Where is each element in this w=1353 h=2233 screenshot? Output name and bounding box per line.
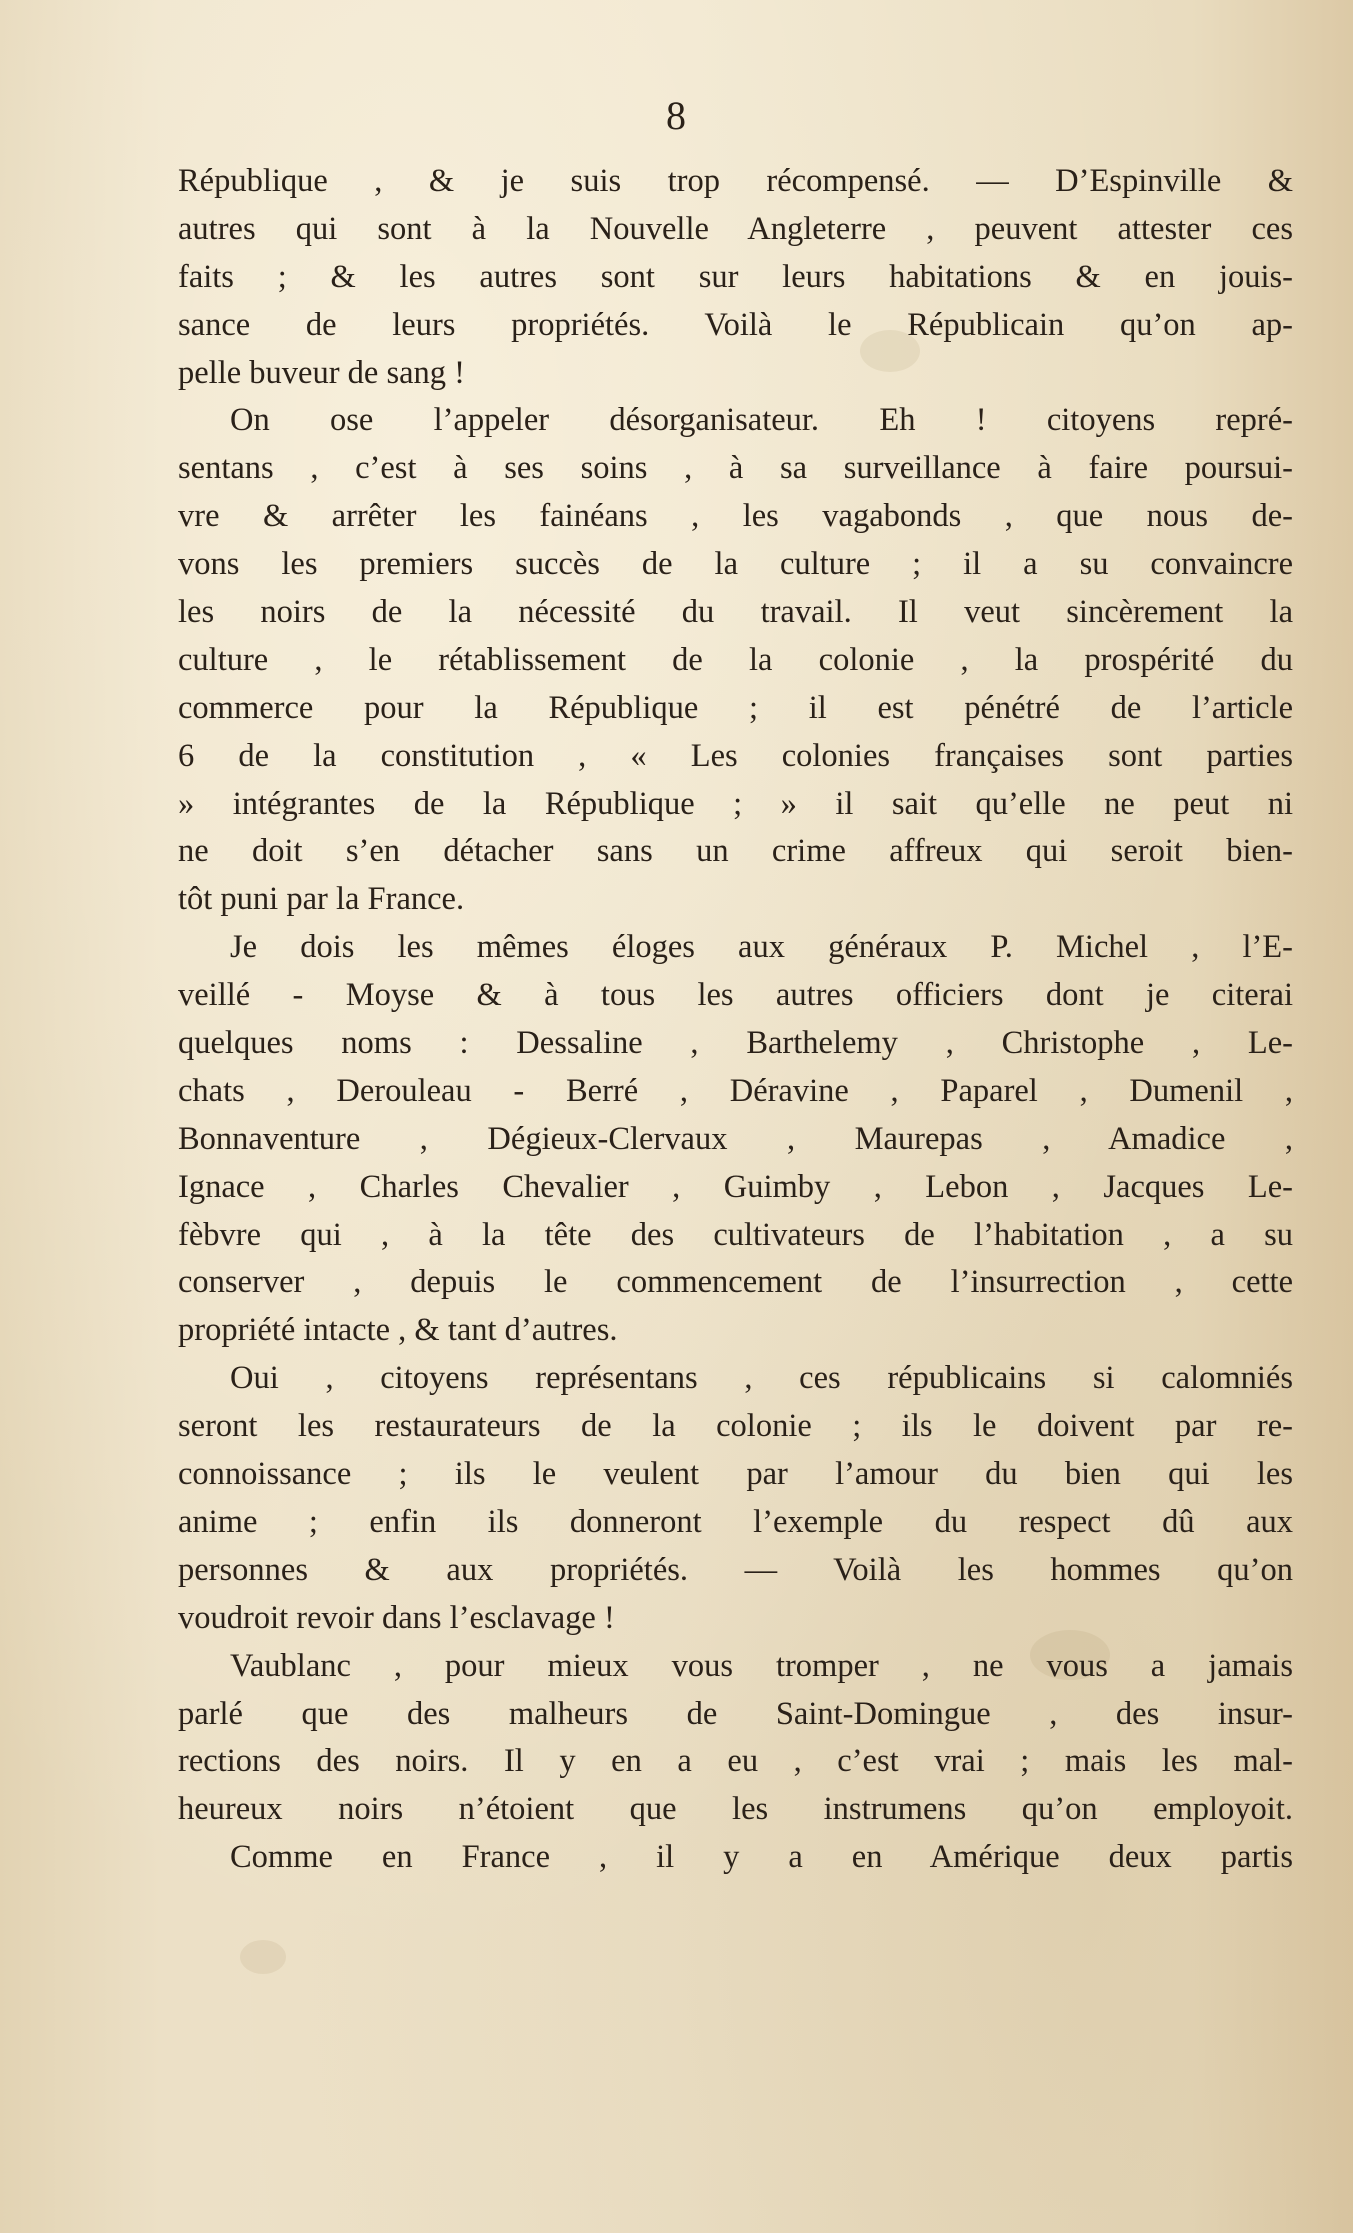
text-line: Ignace , Charles Chevalier , Guimby , Lebon , Jacques Le- bbox=[178, 1168, 1293, 1205]
text-line: connoissance ; ils le veulent par l’amour du bien qui les bbox=[178, 1456, 1293, 1493]
text-line: Oui , citoyens représentans , ces républicains si calomniés bbox=[230, 1360, 1293, 1397]
text-line: anime ; enfin ils donneront l’exemple du respect dû aux bbox=[178, 1503, 1293, 1540]
text-line: personnes & aux propriétés. — Voilà les hommes qu’on bbox=[178, 1551, 1293, 1588]
text-line: veillé - Moyse & à tous les autres officiers dont je citerai bbox=[178, 977, 1293, 1014]
text-line: parlé que des malheurs de Saint-Domingue , des insur- bbox=[178, 1695, 1293, 1732]
body-text bbox=[178, 158, 1293, 1882]
text-line: culture , le rétablissement de la colonie , la prospérité du bbox=[178, 641, 1293, 678]
text-line: Bonnaventure , Dégieux-Clervaux , Maurepas , Amadice , bbox=[178, 1120, 1293, 1157]
text-line: Je dois les mêmes éloges aux généraux P. Michel , l’E- bbox=[230, 929, 1293, 966]
text-line: voudroit revoir dans l’esclavage ! bbox=[178, 1599, 615, 1636]
text-line: vons les premiers succès de la culture ; il a su convaincre bbox=[178, 546, 1293, 583]
text-line: commerce pour la République ; il est pénétré de l’article bbox=[178, 689, 1293, 726]
text-line: sentans , c’est à ses soins , à sa surveillance à faire poursui- bbox=[178, 450, 1293, 487]
text-line: propriété intacte , & tant d’autres. bbox=[178, 1312, 618, 1349]
text-line: seront les restaurateurs de la colonie ; ils le doivent par re- bbox=[178, 1408, 1293, 1445]
text-line: les noirs de la nécessité du travail. Il veut sincèrement la bbox=[178, 594, 1293, 631]
text-line: chats , Derouleau - Berré , Déravine , Paparel , Dumenil , bbox=[178, 1072, 1293, 1109]
text-line: ne doit s’en détacher sans un crime affreux qui seroit bien- bbox=[178, 833, 1293, 870]
text-line: vre & arrêter les fainéans , les vagabonds , que nous de- bbox=[178, 498, 1293, 535]
text-line: conserver , depuis le commencement de l’insurrection , cette bbox=[178, 1264, 1293, 1301]
text-line: rections des noirs. Il y en a eu , c’est vrai ; mais les mal- bbox=[178, 1743, 1293, 1780]
paper-stain bbox=[240, 1940, 286, 1974]
text-line: pelle buveur de sang ! bbox=[178, 354, 465, 391]
text-line: » intégrantes de la République ; » il sait qu’elle ne peut ni bbox=[178, 785, 1293, 822]
text-line: République , & je suis trop récompensé. — D’Espinville & bbox=[178, 163, 1293, 199]
text-line: Vaublanc , pour mieux vous tromper , ne vous a jamais bbox=[230, 1647, 1293, 1684]
text-line: heureux noirs n’étoient que les instrumens qu’on employoit. bbox=[178, 1791, 1293, 1828]
text-line: quelques noms : Dessaline , Barthelemy , Christophe , Le- bbox=[178, 1025, 1293, 1062]
page-number: 8 bbox=[666, 93, 687, 138]
text-line: tôt puni par la France. bbox=[178, 881, 465, 918]
text-line: fèbvre qui , à la tête des cultivateurs de l’habitation , a su bbox=[178, 1216, 1293, 1253]
text-line: autres qui sont à la Nouvelle Angleterre , peuvent attester ces bbox=[178, 210, 1293, 247]
text-line: 6 de la constitution , « Les colonies françaises sont parties bbox=[178, 737, 1293, 774]
text-line: Comme en France , il y a en Amérique deux partis bbox=[230, 1839, 1293, 1876]
text-line: sance de leurs propriétés. Voilà le Républicain qu’on ap- bbox=[178, 306, 1293, 343]
text-line: On ose l’appeler désorganisateur. Eh ! citoyens repré- bbox=[230, 402, 1293, 439]
text-line: faits ; & les autres sont sur leurs habitations & en jouis- bbox=[178, 258, 1293, 295]
